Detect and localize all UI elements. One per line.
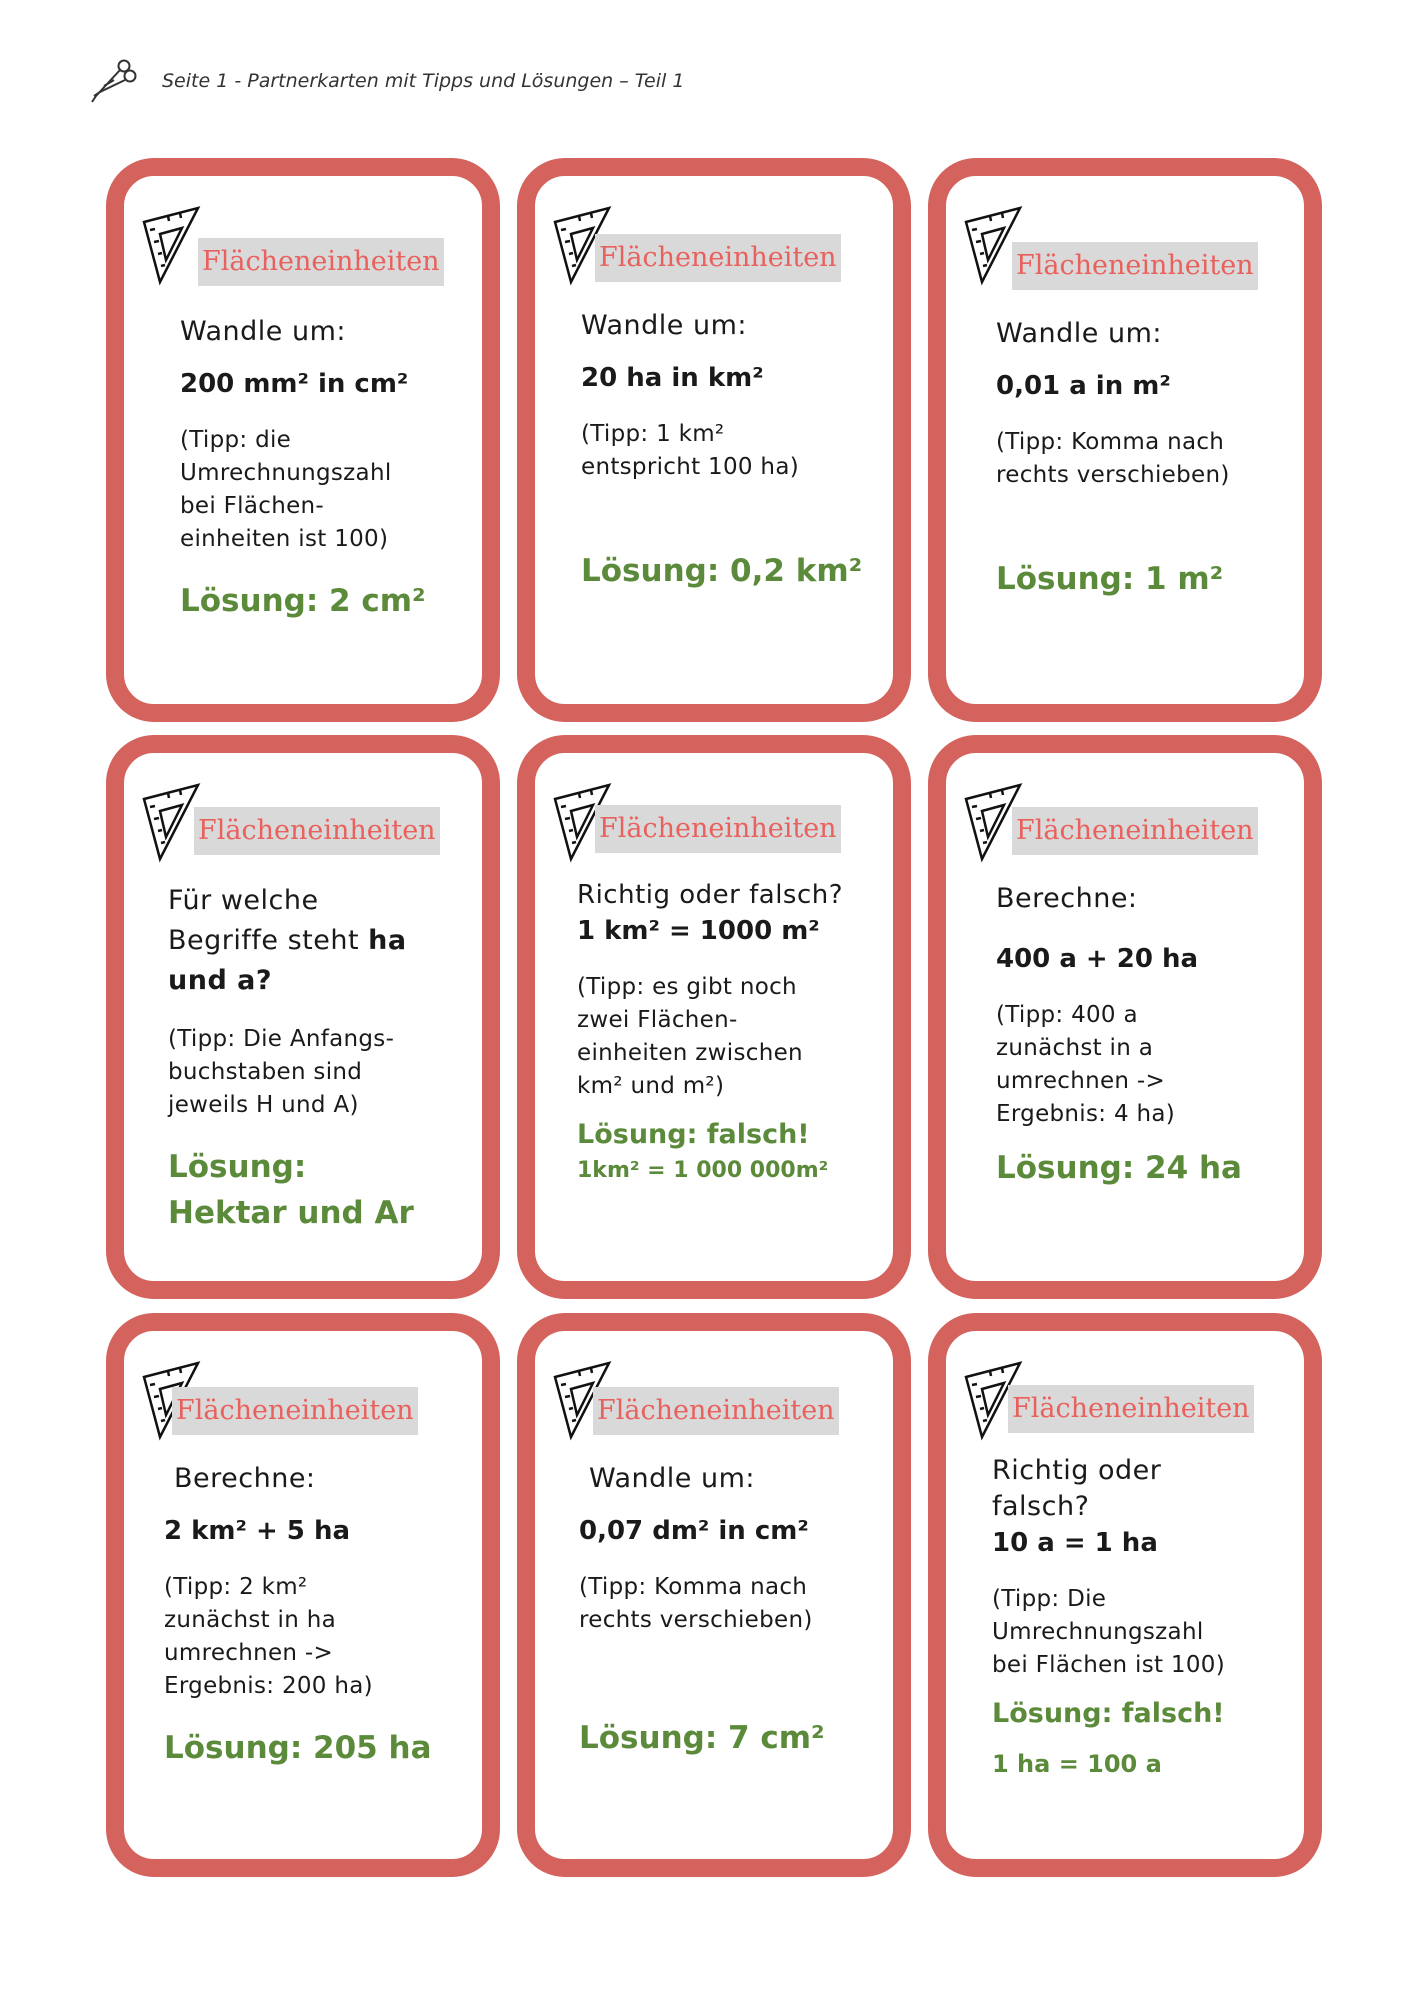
card-title: Flächeneinheiten xyxy=(593,1387,839,1435)
tip-line: rechts verschieben) xyxy=(996,462,1230,488)
card-content xyxy=(992,1453,1284,1782)
card-content xyxy=(579,1459,873,1761)
task: 1 km² = 1000 m² xyxy=(577,916,820,946)
set-square-icon xyxy=(140,204,202,286)
card-title: Flächeneinheiten xyxy=(198,238,444,286)
scissors-icon xyxy=(88,56,138,106)
instruction-line: falsch? xyxy=(992,1491,1090,1522)
task-card-6 xyxy=(928,735,1322,1299)
tip-line: Ergebnis: 4 ha) xyxy=(996,1101,1176,1127)
task-card-9 xyxy=(928,1313,1322,1877)
page-header xyxy=(88,56,684,106)
task-card-3 xyxy=(928,158,1322,722)
card-content xyxy=(180,312,462,624)
tip-line: buchstaben sind xyxy=(168,1059,363,1085)
instruction: Berechne: xyxy=(174,1463,316,1494)
tip-line: einheiten ist 100) xyxy=(180,526,389,552)
instruction-line: und a? xyxy=(168,965,273,996)
instruction-line: Für welche xyxy=(168,885,319,916)
task-card-7 xyxy=(106,1313,500,1877)
solution: Hektar und Ar xyxy=(168,1195,414,1231)
tip-line: umrechnen -> xyxy=(164,1640,334,1666)
tip-line: (Tipp: 1 km² xyxy=(581,421,725,447)
tip-line: rechts verschieben) xyxy=(579,1607,813,1633)
tip-line: (Tipp: Die xyxy=(992,1586,1107,1612)
instruction: Richtig oder falsch? xyxy=(577,880,844,910)
task: 2 km² + 5 ha xyxy=(164,1516,350,1546)
tip-line: umrechnen -> xyxy=(996,1068,1166,1094)
task-card-2 xyxy=(517,158,911,722)
tip-line: entspricht 100 ha) xyxy=(581,454,799,480)
instruction-line xyxy=(168,921,462,961)
set-square-icon xyxy=(140,781,202,863)
tip-line: jeweils H und A) xyxy=(168,1092,359,1118)
instruction: Wandle um: xyxy=(589,1463,755,1494)
card-title: Flächeneinheiten xyxy=(1012,242,1258,290)
card-content xyxy=(996,879,1284,1191)
task: 200 mm² in cm² xyxy=(180,369,409,399)
tip-line: km² und m²) xyxy=(577,1073,725,1099)
tip-line: einheiten zwischen xyxy=(577,1040,803,1066)
card-content xyxy=(164,1459,462,1771)
card-title: Flächeneinheiten xyxy=(1008,1385,1254,1433)
instruction: Wandle um: xyxy=(581,310,747,341)
instruction-text: Begriffe steht xyxy=(168,925,369,956)
solution: Lösung: xyxy=(168,1149,307,1185)
task-card-8 xyxy=(517,1313,911,1877)
tip-line: zunächst in ha xyxy=(164,1607,337,1633)
tip-line: Umrechnungszahl xyxy=(992,1619,1204,1645)
page-title: Seite 1 - Partnerkarten mit Tipps und Lösungen – Teil 1 xyxy=(162,70,685,92)
tip-line: Ergebnis: 200 ha) xyxy=(164,1673,373,1699)
solution: Lösung: falsch! xyxy=(577,1119,810,1150)
tip-line: (Tipp: Die Anfangs- xyxy=(168,1026,395,1052)
solution: Lösung: 1 m² xyxy=(996,561,1224,597)
task: 20 ha in km² xyxy=(581,363,764,393)
tip-line: (Tipp: Komma nach xyxy=(579,1574,808,1600)
solution: Lösung: 205 ha xyxy=(164,1730,432,1766)
tip-line: (Tipp: es gibt noch xyxy=(577,974,797,1000)
tip-line: (Tipp: Komma nach xyxy=(996,429,1225,455)
tip-line: (Tipp: die xyxy=(180,427,292,453)
solution: Lösung: 0,2 km² xyxy=(581,553,863,589)
instruction-bold: ha xyxy=(368,925,407,956)
instruction-line: Richtig oder xyxy=(992,1455,1162,1486)
tip-line: (Tipp: 2 km² xyxy=(164,1574,308,1600)
task: 400 a + 20 ha xyxy=(996,944,1199,974)
tip-line: bei Flächen ist 100) xyxy=(992,1652,1226,1678)
card-title: Flächeneinheiten xyxy=(1012,807,1258,855)
card-title: Flächeneinheiten xyxy=(172,1387,418,1435)
card-content xyxy=(996,314,1284,602)
instruction: Wandle um: xyxy=(180,316,346,347)
card-title: Flächeneinheiten xyxy=(194,807,440,855)
instruction: Berechne: xyxy=(996,883,1138,914)
tip-line: zunächst in a xyxy=(996,1035,1154,1061)
task: 0,01 a in m² xyxy=(996,371,1171,401)
instruction: Wandle um: xyxy=(996,318,1162,349)
solution: Lösung: 7 cm² xyxy=(579,1720,825,1756)
task: 10 a = 1 ha xyxy=(992,1528,1158,1558)
tip-line: bei Flächen- xyxy=(180,493,325,519)
task-card-5 xyxy=(517,735,911,1299)
task: 0,07 dm² in cm² xyxy=(579,1516,809,1546)
card-title: Flächeneinheiten xyxy=(595,805,841,853)
solution: Lösung: 2 cm² xyxy=(180,583,426,619)
solution-detail: 1 ha = 100 a xyxy=(992,1750,1162,1778)
card-content xyxy=(581,306,873,594)
card-content xyxy=(577,877,873,1189)
tip-line: (Tipp: 400 a xyxy=(996,1002,1138,1028)
solution-detail: 1km² = 1 000 000m² xyxy=(577,1158,829,1183)
tip-line: Umrechnungszahl xyxy=(180,460,392,486)
tip-line: zwei Flächen- xyxy=(577,1007,738,1033)
card-content xyxy=(168,881,462,1236)
card-title: Flächeneinheiten xyxy=(595,234,841,282)
solution: Lösung: falsch! xyxy=(992,1698,1225,1729)
task-card-1 xyxy=(106,158,500,722)
task-card-4 xyxy=(106,735,500,1299)
solution: Lösung: 24 ha xyxy=(996,1150,1242,1186)
